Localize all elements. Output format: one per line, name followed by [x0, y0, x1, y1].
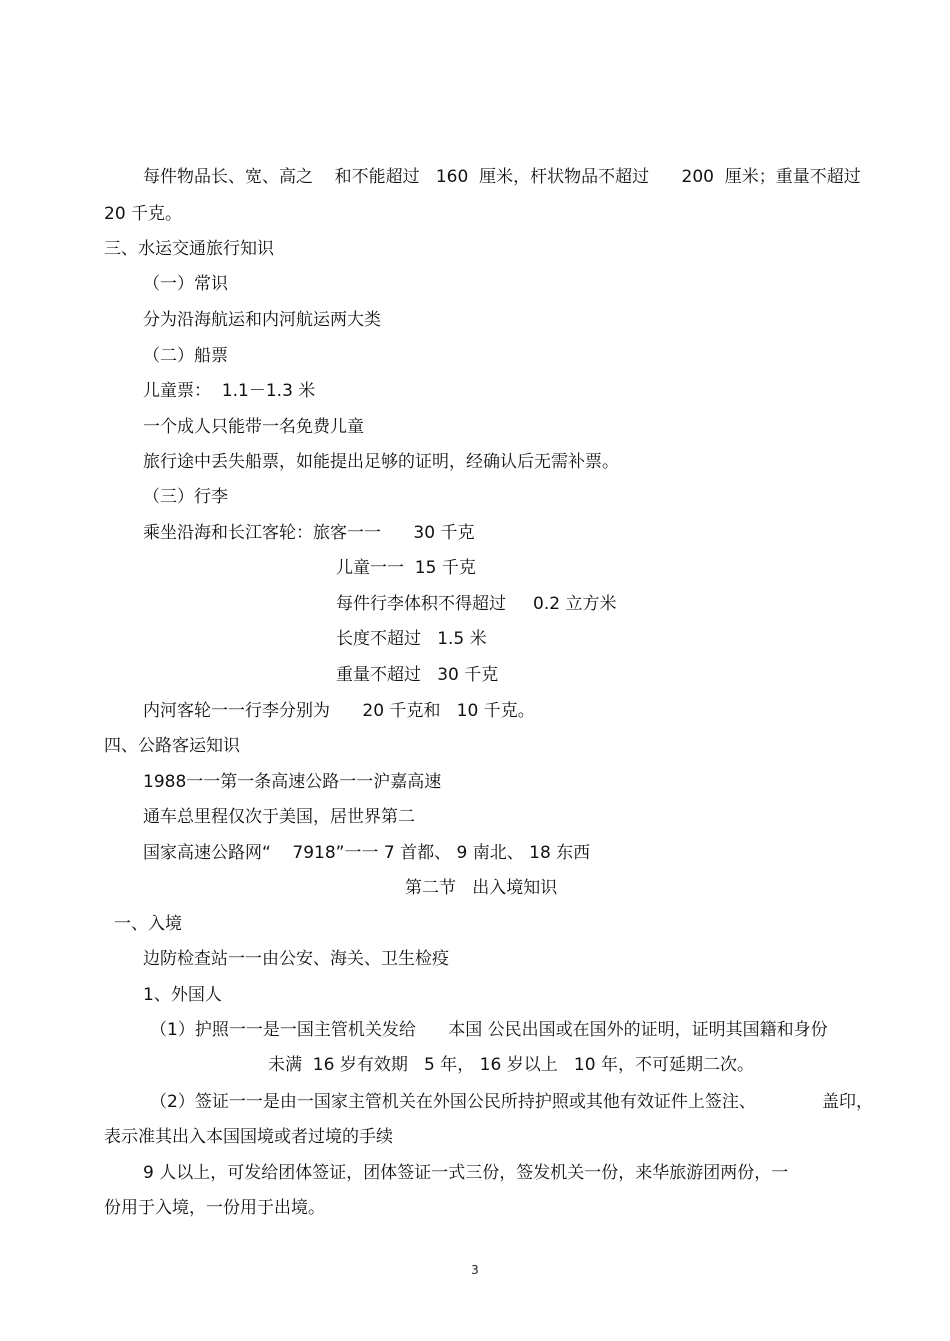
page-number: 3 [471, 1263, 479, 1277]
chapter-heading: 第二节 出入境知识 [405, 878, 558, 898]
text-line: 份用于入境，一份用于出境。 [104, 1198, 325, 1218]
subsection-heading: （三）行李 [143, 487, 228, 507]
text-line: 边防检查站一一由公安、海关、卫生检疫 [143, 949, 449, 969]
text-line: 长度不超过 1.5 米 [336, 629, 487, 649]
text-line: 未满 16 岁有效期 5 年， 16 岁以上 10 年，不可延期二次。 [268, 1055, 754, 1075]
subsection-heading: 1、外国人 [143, 985, 222, 1005]
text-line: 每件行李体积不得超过 0.2 立方米 [336, 594, 617, 614]
text-line: 每件物品长、宽、高之 和不能超过 160 厘米，杆状物品不超过 200 厘米；重量不超过 [143, 167, 861, 187]
text-line: 重量不超过 30 千克 [336, 665, 499, 685]
section-heading: 三、水运交通旅行知识 [104, 239, 274, 259]
text-line: （2）签证一一是由一国家主管机关在外国公民所持护照或其他有效证件上签注、 [150, 1092, 756, 1112]
text-line: 通车总里程仅次于美国，居世界第二 [143, 807, 415, 827]
subsection-heading: （二）船票 [143, 346, 228, 366]
text-line: 儿童票： 1.1－1.3 米 [143, 381, 316, 401]
text-line: 国家高速公路网“ 7918”一一 7 首都、 9 南北、 18 东西 [143, 843, 591, 863]
text-line: 20 千克。 [104, 204, 183, 224]
text-line: 分为沿海航运和内河航运两大类 [143, 310, 381, 330]
text-line: 旅行途中丢失船票，如能提出足够的证明，经确认后无需补票。 [143, 452, 619, 472]
text-line: 乘坐沿海和长江客轮：旅客一一 30 千克 [143, 523, 475, 543]
subsection-heading: （一）常识 [143, 274, 228, 294]
text-line: 一个成人只能带一名免费儿童 [143, 417, 364, 437]
text-line: 1988一一第一条高速公路一一沪嘉高速 [143, 772, 442, 792]
text-line: 内河客轮一一行李分别为 20 千克和 10 千克。 [143, 701, 535, 721]
text-line: 9 人以上，可发给团体签证，团体签证一式三份，签发机关一份，来华旅游团两份，一 [143, 1163, 789, 1183]
text-line: 儿童一一 15 千克 [336, 558, 476, 578]
text-line: 表示准其出入本国国境或者过境的手续 [104, 1127, 393, 1147]
text-line: 盖印， [822, 1092, 873, 1112]
text-line: （1）护照一一是一国主管机关发给 本国 公民出国或在国外的证明，证明其国籍和身份 [150, 1020, 828, 1040]
section-heading: 一、入境 [114, 914, 182, 934]
section-heading: 四、公路客运知识 [104, 736, 240, 756]
